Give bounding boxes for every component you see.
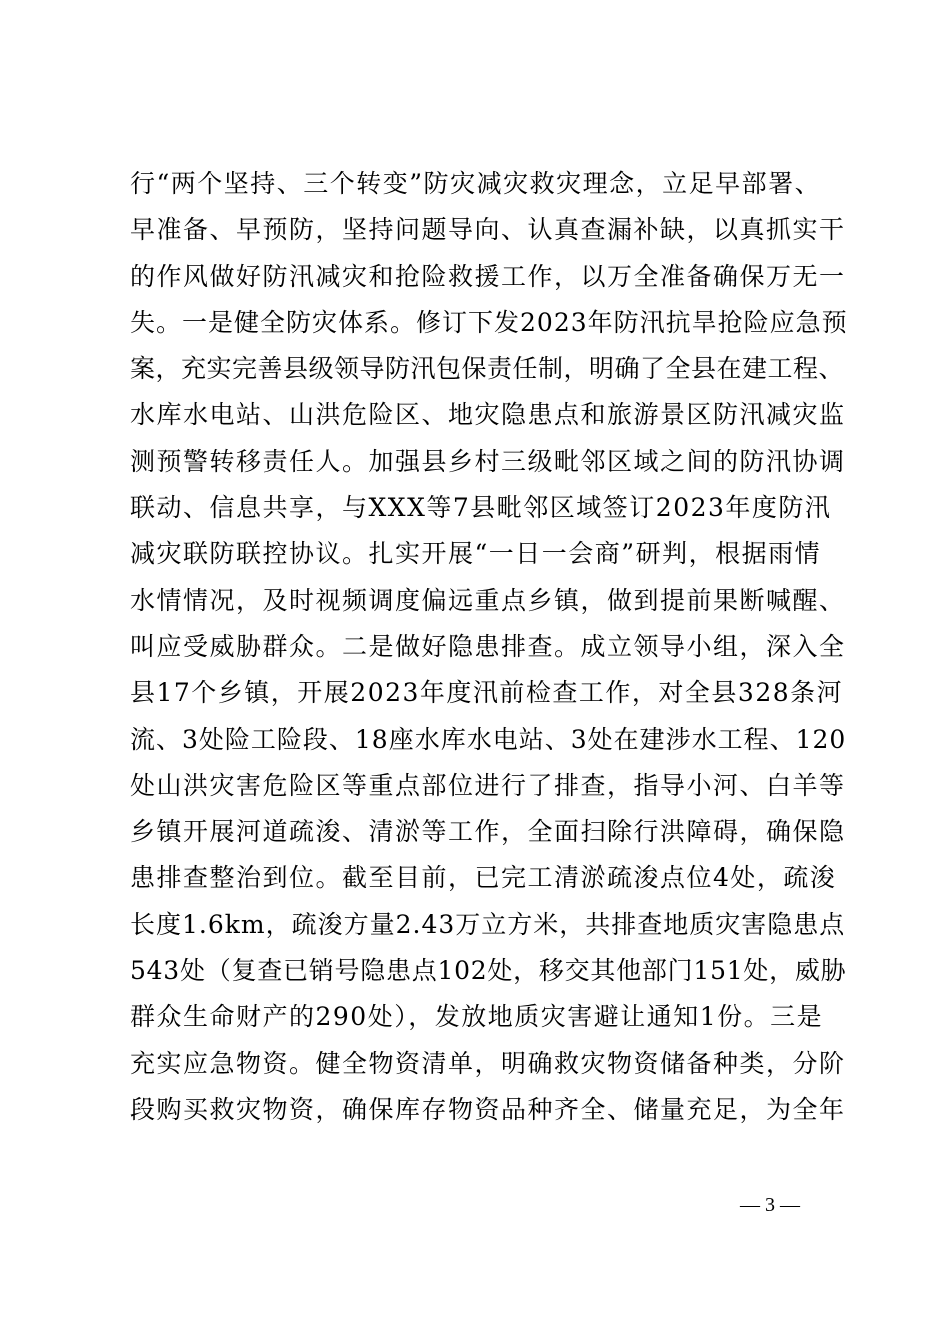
text-line: 群众生命财产的290处），发放地质灾害避让通知1份。三是 <box>130 1002 824 1032</box>
text-line: 长度1.6km，疏浚方量2.43万立方米，共排查地质灾害隐患点 <box>130 909 846 939</box>
page-number: — 3 — <box>740 1194 800 1216</box>
text-line: 行“两个坚持、三个转变”防灾减灾救灾理念，立足早部署、 <box>130 169 822 198</box>
text-line: 段购买救灾物资，确保库存物资品种齐全、储量充足，为全年 <box>130 1094 846 1124</box>
text-line: 543处（复查已销号隐患点102处，移交其他部门151处，威胁 <box>130 956 847 986</box>
text-line: 充实应急物资。健全物资清单，明确救灾物资储备种类，分阶 <box>130 1048 846 1078</box>
text-line: 案，充实完善县级领导防汛包保责任制，明确了全县在建工程、 <box>130 354 845 384</box>
text-line: 患排查整治到位。截至目前，已完工清淤疏浚点位4处，疏浚 <box>130 863 837 893</box>
text-line: 水库水电站、山洪危险区、地灾隐患点和旅游景区防汛减灾监 <box>130 400 846 430</box>
text-line: 流、3处险工险段、18座水库水电站、3处在建涉水工程、120 <box>130 724 847 754</box>
text-line: 早准备、早预防，坚持问题导向、认真查漏补缺，以真抓实干 <box>130 215 846 245</box>
text-line: 联动、信息共享，与XXX等7县毗邻区域签订2023年度防汛 <box>130 493 832 523</box>
text-line: 乡镇开展河道疏浚、清淤等工作，全面扫除行洪障碍，确保隐 <box>130 817 846 847</box>
text-line: 测预警转移责任人。加强县乡村三级毗邻区域之间的防汛协调 <box>130 446 846 476</box>
text-line: 的作风做好防汛减灾和抢险救援工作，以万全准备确保万无一 <box>130 261 846 291</box>
text-line: 减灾联防联控协议。扎实开展“一日一会商”研判，根据雨情 <box>130 539 822 569</box>
text-line: 处山洪灾害危险区等重点部位进行了排查，指导小河、白羊等 <box>130 770 846 800</box>
body-paragraph <box>130 161 850 1133</box>
text-line: 叫应受威胁群众。二是做好隐患排查。成立领导小组，深入全 <box>130 631 846 661</box>
text-line: 水情情况，及时视频调度偏远重点乡镇，做到提前果断喊醒、 <box>130 585 846 615</box>
text-line: 县17个乡镇，开展2023年度汛前检查工作，对全县328条河 <box>130 678 844 708</box>
text-line: 失。一是健全防灾体系。修订下发2023年防汛抗旱抢险应急预 <box>130 307 848 337</box>
